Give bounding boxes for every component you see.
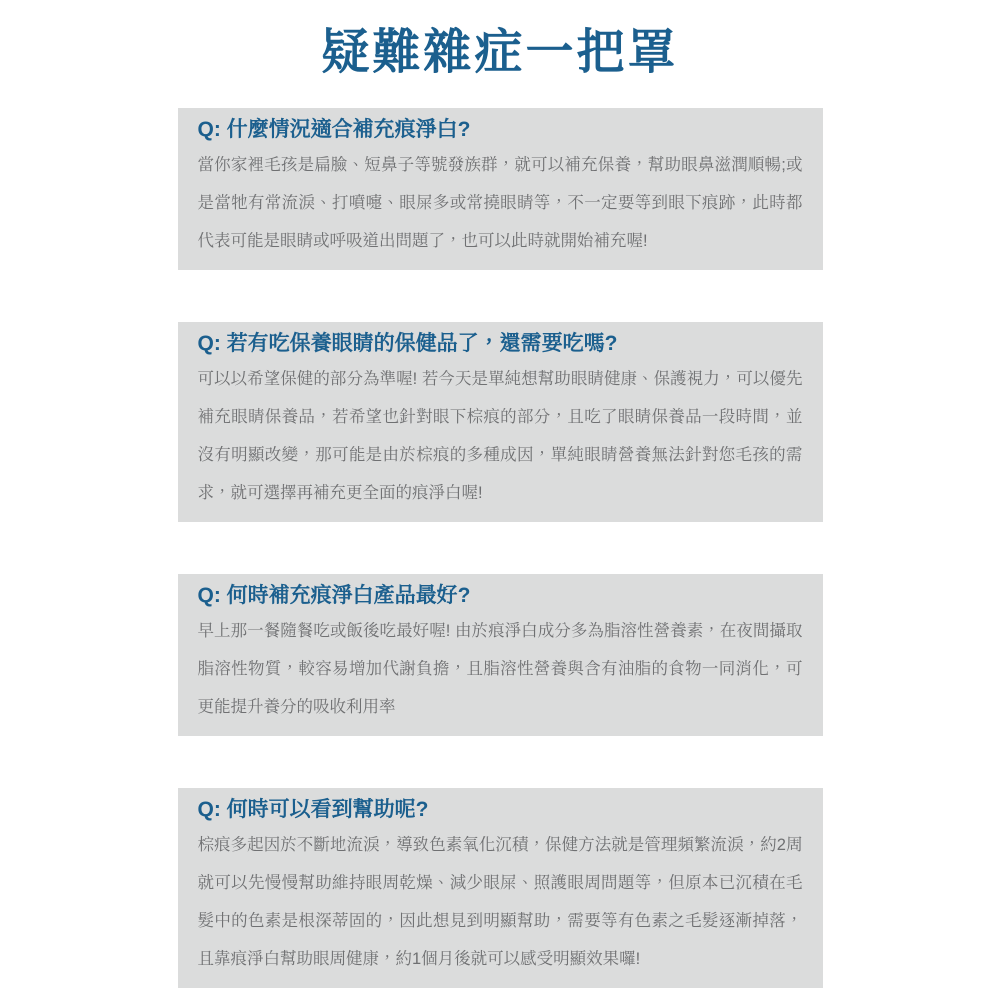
faq-section xyxy=(178,108,823,988)
faq-question: Q: 何時可以看到幫助呢? xyxy=(197,798,429,821)
faq-question: Q: 什麼情況適合補充痕淨白? xyxy=(197,118,471,141)
faq-question: Q: 何時補充痕淨白產品最好? xyxy=(197,584,471,607)
faq-answer: 可以以希望保健的部分為準喔! 若今天是單純想幫助眼睛健康、保護視力，可以優先補充眼睛保養品，若希望也針對眼下棕痕的部分，且吃了眼睛保養品一段時間，並沒有明顯改變，那可能是由於棕痕的多種成因，單純眼睛營養無法針對您毛孩的需求，就可選擇再補充更全面的痕淨白喔! xyxy=(197,370,803,502)
faq-card xyxy=(178,788,823,988)
faq-answer: 當你家裡毛孩是扁臉、短鼻子等號發族群，就可以補充保養，幫助眼鼻滋潤順暢;或是當牠有常流淚、打噴嚏、眼屎多或常撓眼睛等，不一定要等到眼下痕跡，此時都代表可能是眼睛或呼吸道出問題了，也可以此時就開始補充喔! xyxy=(197,156,803,250)
faq-card xyxy=(178,574,823,736)
page-title: 疑難雜症一把罩 xyxy=(321,26,679,79)
faq-answer: 棕痕多起因於不斷地流淚，導致色素氧化沉積，保健方法就是管理頻繁流淚，約2周就可以先慢慢幫助維持眼周乾燥、減少眼屎、照護眼周問題等，但原本已沉積在毛髮中的色素是根深蒂固的，因此想見到明顯幫助，需要等有色素之毛髮逐漸掉落，且靠痕淨白幫助眼周健康，約1個月後就可以感受明顯效果囉! xyxy=(197,836,803,968)
faq-question: Q: 若有吃保養眼睛的保健品了，還需要吃嗎? xyxy=(197,332,618,355)
faq-card xyxy=(178,108,823,270)
faq-card xyxy=(178,322,823,522)
faq-answer: 早上那一餐隨餐吃或飯後吃最好喔! 由於痕淨白成分多為脂溶性營養素，在夜間攝取脂溶性物質，較容易增加代謝負擔，且脂溶性營養與含有油脂的食物一同消化，可更能提升養分的吸收利用率 xyxy=(197,622,803,716)
